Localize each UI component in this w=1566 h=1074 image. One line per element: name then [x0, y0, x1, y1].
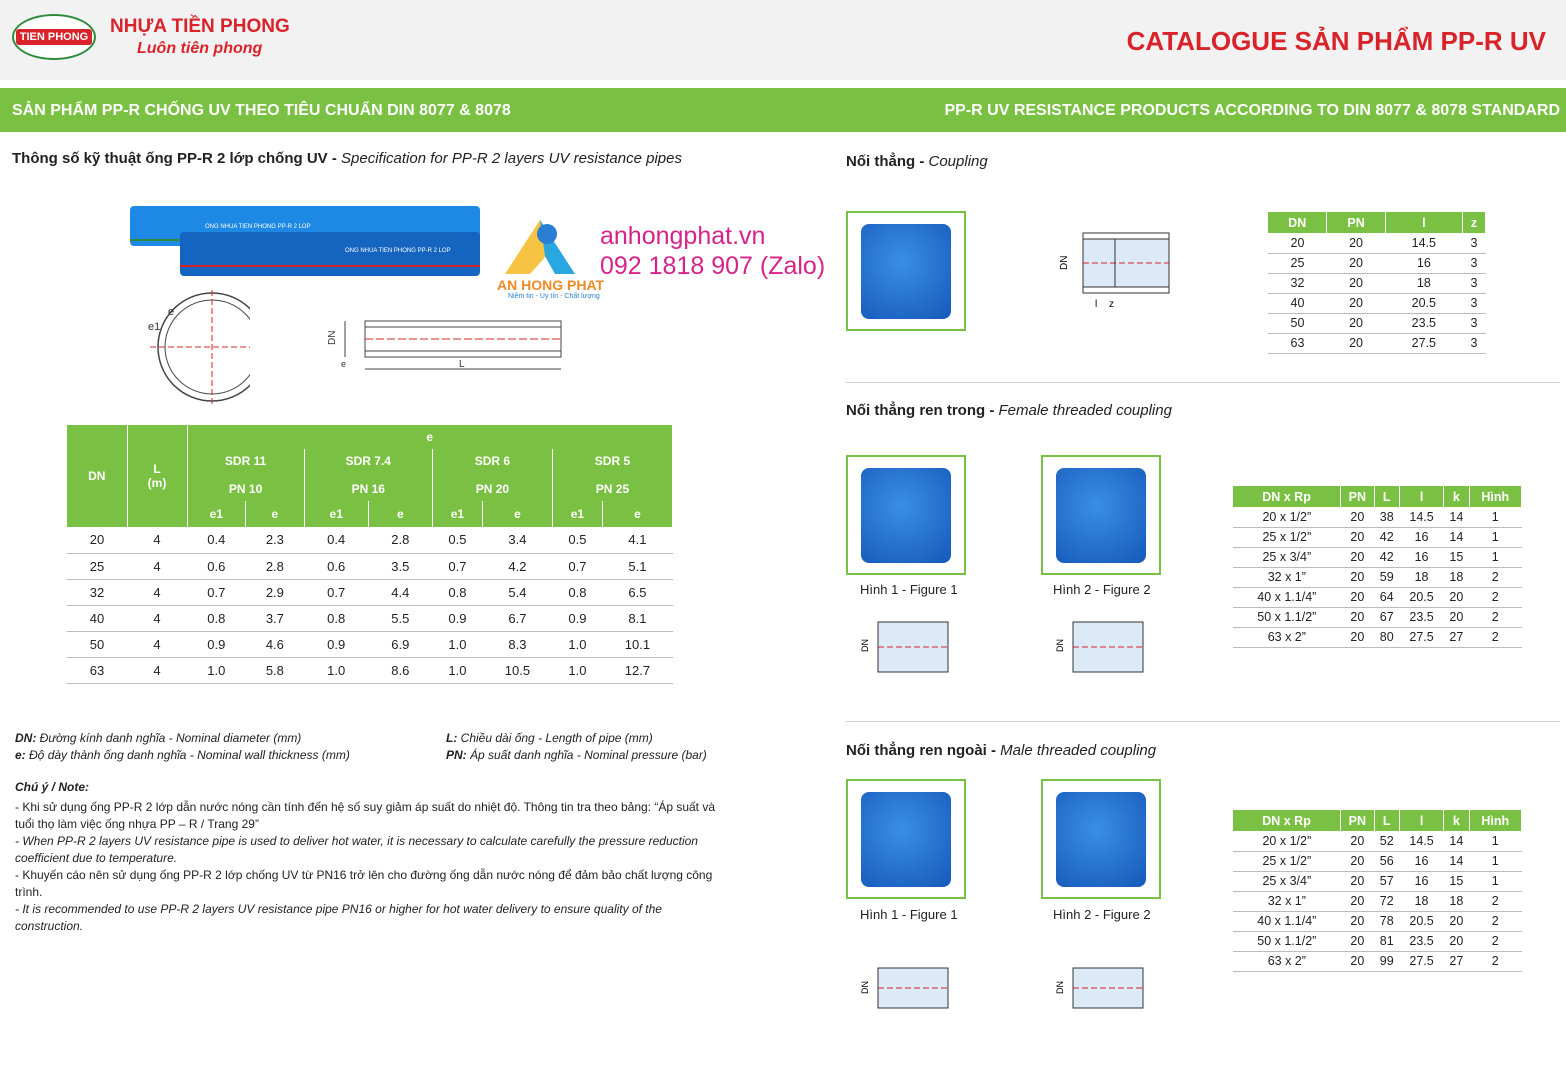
table-cell: 80	[1374, 627, 1399, 647]
table-cell: 23.5	[1399, 607, 1443, 627]
table-cell: 20	[1268, 233, 1327, 253]
table-cell: 27.5	[1399, 951, 1443, 971]
table-cell: 63 x 2”	[1233, 627, 1341, 647]
table-row	[1233, 527, 1522, 547]
table-cell: 20	[1341, 547, 1374, 567]
table-cell: 5.1	[602, 553, 672, 579]
section-band	[0, 88, 1566, 132]
table-cell: 72	[1374, 891, 1399, 911]
table-cell: 3	[1462, 233, 1485, 253]
table-cell: 81	[1374, 931, 1399, 951]
table-cell: 0.9	[304, 631, 368, 657]
coupling-photo	[846, 211, 966, 331]
table-cell: 20	[1341, 607, 1374, 627]
table-cell: 0.9	[552, 605, 602, 631]
th-group-4: SDR 5 PN 25	[552, 449, 672, 501]
th-sub: e	[602, 501, 672, 527]
table-cell: 5.5	[368, 605, 432, 631]
table-cell: 40 x 1.1/4”	[1233, 911, 1341, 931]
table-cell: 63 x 2”	[1233, 951, 1341, 971]
table-cell: 0.7	[187, 579, 246, 605]
table-cell: 6.9	[368, 631, 432, 657]
table-cell: 2	[1469, 951, 1521, 971]
male-fig2-photo	[1041, 779, 1161, 899]
table-cell: 1	[1469, 527, 1521, 547]
svg-text:l: l	[1095, 299, 1098, 310]
table-row	[1268, 253, 1486, 273]
table-cell: 20	[1444, 931, 1469, 951]
female-fig2-diagram	[1053, 612, 1153, 702]
table-cell: 56	[1374, 851, 1399, 871]
watermark-tagline: Niềm tin - Uy tín - Chất lượng	[508, 293, 600, 300]
svg-text:DN: DN	[1055, 639, 1065, 652]
female-fig2-fitting-image	[1056, 468, 1146, 563]
table-cell: 20	[1444, 607, 1469, 627]
band-title-vi: SẢN PHẨM PP-R CHỐNG UV THEO TIÊU CHUẨN DIN 8077 & 8078	[12, 102, 511, 119]
table-cell: 2	[1469, 567, 1521, 587]
table-cell: 78	[1374, 911, 1399, 931]
table-cell: 20 x 1/2”	[1233, 507, 1341, 527]
table-cell: 20	[1341, 587, 1374, 607]
table-cell: 50	[67, 631, 127, 657]
table-cell: 1	[1469, 547, 1521, 567]
female-fig1-diagram	[858, 612, 958, 702]
table-cell: 15	[1444, 547, 1469, 567]
table-cell: 0.8	[432, 579, 482, 605]
pipe-image	[120, 200, 490, 280]
table-cell: 23.5	[1399, 931, 1443, 951]
table-cell: 3	[1462, 293, 1485, 313]
table-row	[1233, 607, 1522, 627]
th-group-3: SDR 6 PN 20	[432, 449, 552, 501]
table-row	[1268, 333, 1486, 353]
table-header: L	[1374, 810, 1399, 831]
table-header: k	[1444, 486, 1469, 507]
coupling-fitting-image	[861, 224, 951, 319]
svg-text:e: e	[341, 359, 347, 369]
table-row	[67, 631, 673, 657]
table-row	[1233, 587, 1522, 607]
table-row	[1268, 233, 1486, 253]
notes-block	[15, 779, 730, 935]
band-title-en: PP-R UV RESISTANCE PRODUCTS ACCORDING TO DIN 8077 & 8078 STANDARD	[944, 102, 1560, 119]
th-e: e	[187, 425, 673, 449]
table-header: PN	[1341, 810, 1374, 831]
table-cell: 27.5	[1385, 333, 1462, 353]
note-2: - When PP-R 2 layers UV resistance pipe is used to deliver hot water, it is necessary to calculate carefully the pressure reduction coefficient due to temperature.	[15, 834, 698, 865]
svg-text:e1: e1	[148, 321, 161, 333]
table-cell: 25 x 3/4”	[1233, 547, 1341, 567]
table-cell: 20	[1444, 587, 1469, 607]
female-fig1-fitting-image	[861, 468, 951, 563]
table-row	[1233, 851, 1522, 871]
table-row	[1233, 871, 1522, 891]
table-cell: 20	[67, 527, 127, 553]
th-dn: DN	[67, 425, 127, 527]
table-cell: 20	[1327, 293, 1385, 313]
female-coupling-title: Nối thẳng ren trong - Female threaded coupling	[846, 402, 1172, 419]
svg-text:DN: DN	[1055, 981, 1065, 994]
table-row	[1233, 567, 1522, 587]
table-cell: 1.0	[304, 657, 368, 683]
table-cell: 25 x 1/2”	[1233, 851, 1341, 871]
table-row	[67, 657, 673, 683]
table-cell: 0.6	[304, 553, 368, 579]
table-cell: 20	[1341, 951, 1374, 971]
table-row	[1233, 507, 1522, 527]
svg-text:DN: DN	[1059, 255, 1070, 270]
table-row	[67, 605, 673, 631]
table-cell: 3.4	[482, 527, 552, 553]
male-coupling-table	[1233, 810, 1522, 972]
table-cell: 18	[1444, 567, 1469, 587]
table-cell: 14	[1444, 831, 1469, 851]
brand-name: NHỰA TIỀN PHONG	[110, 16, 290, 37]
table-cell: 20	[1444, 911, 1469, 931]
table-header: l	[1385, 212, 1462, 233]
female-fig2-photo	[1041, 455, 1161, 575]
th-group-2: SDR 7.4 PN 16	[304, 449, 432, 501]
table-row	[1268, 293, 1486, 313]
table-cell: 0.6	[187, 553, 246, 579]
table-cell: 64	[1374, 587, 1399, 607]
th-sub: e	[368, 501, 432, 527]
table-cell: 50 x 1.1/2”	[1233, 931, 1341, 951]
th-sub: e	[246, 501, 305, 527]
svg-text:L: L	[459, 359, 465, 370]
legend-right: L: Chiều dài ống - Length of pipe (mm) PN: Áp suất danh nghĩa - Nominal pressure (bar)	[446, 731, 707, 762]
table-cell: 99	[1374, 951, 1399, 971]
table-cell: 2.8	[246, 553, 305, 579]
table-cell: 8.6	[368, 657, 432, 683]
header-row	[1268, 212, 1486, 233]
table-cell: 10.5	[482, 657, 552, 683]
table-cell: 20 x 1/2”	[1233, 831, 1341, 851]
male-fig2-diagram	[1053, 958, 1153, 1038]
table-cell: 20.5	[1399, 587, 1443, 607]
table-header: DN x Rp	[1233, 486, 1341, 507]
table-cell: 20	[1341, 567, 1374, 587]
table-header: PN	[1341, 486, 1374, 507]
table-cell: 8.3	[482, 631, 552, 657]
table-cell: 25	[67, 553, 127, 579]
female-fig2-caption: Hình 2 - Figure 2	[1053, 582, 1151, 597]
table-cell: 14	[1444, 527, 1469, 547]
table-row	[1233, 547, 1522, 567]
male-coupling-title: Nối thẳng ren ngoài - Male threaded coupling	[846, 742, 1157, 759]
table-cell: 0.7	[432, 553, 482, 579]
table-cell: 63	[1268, 333, 1327, 353]
table-cell: 50 x 1.1/2”	[1233, 607, 1341, 627]
catalogue-title: CATALOGUE SẢN PHẨM PP-R UV	[1126, 26, 1546, 56]
table-cell: 1	[1469, 851, 1521, 871]
table-cell: 1.0	[552, 657, 602, 683]
table-cell: 1	[1469, 871, 1521, 891]
table-cell: 20	[1341, 931, 1374, 951]
table-cell: 52	[1374, 831, 1399, 851]
table-cell: 14	[1444, 507, 1469, 527]
table-row	[1233, 831, 1522, 851]
table-cell: 20	[1341, 851, 1374, 871]
table-header: Hình	[1469, 810, 1521, 831]
table-cell: 50	[1268, 313, 1327, 333]
table-cell: 2.9	[246, 579, 305, 605]
pipe-label-2: ONG NHUA TIEN PHONG PP-R 2 LOP	[345, 248, 451, 254]
table-cell: 6.7	[482, 605, 552, 631]
table-cell: 3.7	[246, 605, 305, 631]
table-cell: 4	[127, 553, 187, 579]
table-header: z	[1462, 212, 1485, 233]
table-cell: 3.5	[368, 553, 432, 579]
table-cell: 57	[1374, 871, 1399, 891]
table-cell: 32	[67, 579, 127, 605]
note-4: - It is recommended to use PP-R 2 layers UV resistance pipe PN16 or higher for hot water delivery to ensure quality of the construction.	[15, 902, 662, 933]
table-cell: 10.1	[602, 631, 672, 657]
table-cell: 32	[1268, 273, 1327, 293]
table-cell: 0.5	[432, 527, 482, 553]
table-cell: 1.0	[187, 657, 246, 683]
table-cell: 14.5	[1385, 233, 1462, 253]
table-cell: 18	[1444, 891, 1469, 911]
table-cell: 1.0	[432, 631, 482, 657]
legend-left: DN: Đường kính danh nghĩa - Nominal diameter (mm) e: Độ dày thành ống danh nghĩa - Nominal wall thickness (mm)	[15, 731, 350, 762]
table-cell: 0.4	[304, 527, 368, 553]
table-cell: 2	[1469, 931, 1521, 951]
table-cell: 16	[1399, 871, 1443, 891]
table-cell: 20	[1327, 253, 1385, 273]
table-cell: 18	[1399, 891, 1443, 911]
th-sub: e1	[187, 501, 246, 527]
table-cell: 4.2	[482, 553, 552, 579]
table-row	[1268, 273, 1486, 293]
header-row	[1233, 810, 1522, 831]
table-cell: 20.5	[1399, 911, 1443, 931]
table-cell: 4	[127, 631, 187, 657]
table-cell: 18	[1399, 567, 1443, 587]
table-cell: 40	[1268, 293, 1327, 313]
table-cell: 40 x 1.1/4”	[1233, 587, 1341, 607]
table-cell: 20	[1341, 891, 1374, 911]
table-header: k	[1444, 810, 1469, 831]
table-row	[67, 527, 673, 553]
svg-text:DN: DN	[327, 330, 338, 345]
table-cell: 1	[1469, 507, 1521, 527]
svg-text:e: e	[168, 306, 175, 318]
spec-body	[67, 527, 673, 683]
table-cell: 67	[1374, 607, 1399, 627]
coupling-title: Nối thẳng - Coupling	[846, 153, 988, 170]
table-cell: 3	[1462, 313, 1485, 333]
table-cell: 20	[1341, 507, 1374, 527]
table-cell: 4	[127, 579, 187, 605]
table-cell: 0.9	[432, 605, 482, 631]
table-cell: 4	[127, 605, 187, 631]
table-cell: 0.8	[187, 605, 246, 631]
separator-2	[846, 721, 1560, 722]
male-fig1-fitting-image	[861, 792, 951, 887]
table-cell: 20.5	[1385, 293, 1462, 313]
table-header: L	[1374, 486, 1399, 507]
table-cell: 32 x 1”	[1233, 567, 1341, 587]
table-cell: 0.4	[187, 527, 246, 553]
table-header: l	[1399, 486, 1443, 507]
table-cell: 63	[67, 657, 127, 683]
th-sub: e1	[552, 501, 602, 527]
table-row	[1268, 313, 1486, 333]
table-cell: 2	[1469, 587, 1521, 607]
table-cell: 4	[127, 657, 187, 683]
table-cell: 40	[67, 605, 127, 631]
table-cell: 0.5	[552, 527, 602, 553]
table-cell: 27	[1444, 951, 1469, 971]
table-cell: 4.4	[368, 579, 432, 605]
an-hong-phat-logo	[495, 212, 595, 282]
table-header: DN x Rp	[1233, 810, 1341, 831]
table-cell: 16	[1399, 851, 1443, 871]
table-cell: 59	[1374, 567, 1399, 587]
table-cell: 6.5	[602, 579, 672, 605]
male-fig2-caption: Hình 2 - Figure 2	[1053, 907, 1151, 922]
table-cell: 1	[1469, 831, 1521, 851]
table-cell: 16	[1385, 253, 1462, 273]
table-cell: 5.8	[246, 657, 305, 683]
tien-phong-logo	[12, 14, 96, 60]
svg-text:DN: DN	[860, 981, 870, 994]
pipe-length-diagram	[325, 315, 570, 380]
table-cell: 0.8	[552, 579, 602, 605]
table-cell: 25 x 1/2”	[1233, 527, 1341, 547]
table-cell: 8.1	[602, 605, 672, 631]
table-cell: 16	[1399, 527, 1443, 547]
table-cell: 3	[1462, 333, 1485, 353]
male-fig1-caption: Hình 1 - Figure 1	[860, 907, 958, 922]
table-row	[67, 579, 673, 605]
table-cell: 0.7	[552, 553, 602, 579]
watermark-brand: AN HONG PHAT	[497, 277, 605, 293]
table-cell: 0.9	[187, 631, 246, 657]
table-cell: 2	[1469, 607, 1521, 627]
pipe-spec-table	[67, 425, 673, 684]
table-cell: 1.0	[432, 657, 482, 683]
table-cell: 5.4	[482, 579, 552, 605]
table-cell: 16	[1399, 547, 1443, 567]
table-cell: 4.1	[602, 527, 672, 553]
table-cell: 14.5	[1399, 507, 1443, 527]
male-fig1-diagram	[858, 958, 958, 1038]
svg-text:DN: DN	[860, 639, 870, 652]
logo-text: TIEN PHONG	[16, 29, 92, 45]
table-cell: 0.8	[304, 605, 368, 631]
pipe-label-1: ONG NHUA TIEN PHONG PP-R 2 LOP	[205, 224, 311, 230]
table-cell: 25 x 3/4”	[1233, 871, 1341, 891]
coupling-diagram	[1055, 225, 1175, 315]
female-fig1-photo	[846, 455, 966, 575]
note-1: - Khi sử dụng ống PP-R 2 lớp dẫn nước nóng cần tính đến hệ số suy giảm áp suất do nhiệt độ. Thông tin tra theo bảng: “Áp suất và tuổi thọ làm việc ống nhựa PP – R / Trang 29”	[15, 800, 716, 831]
th-sub: e1	[304, 501, 368, 527]
table-cell: 18	[1385, 273, 1462, 293]
table-cell: 4.6	[246, 631, 305, 657]
male-fig2-fitting-image	[1056, 792, 1146, 887]
female-coupling-table	[1233, 486, 1522, 648]
table-cell: 12.7	[602, 657, 672, 683]
separator-1	[846, 382, 1560, 383]
table-cell: 2.8	[368, 527, 432, 553]
table-cell: 15	[1444, 871, 1469, 891]
table-cell: 38	[1374, 507, 1399, 527]
th-l: L (m)	[127, 425, 187, 527]
table-cell: 14	[1444, 851, 1469, 871]
table-cell: 0.7	[304, 579, 368, 605]
table-row	[1233, 627, 1522, 647]
table-cell: 2	[1469, 627, 1521, 647]
table-cell: 27.5	[1399, 627, 1443, 647]
table-cell: 20	[1341, 831, 1374, 851]
table-header: DN	[1268, 212, 1327, 233]
male-fig1-photo	[846, 779, 966, 899]
table-cell: 20	[1327, 273, 1385, 293]
header-row	[1233, 486, 1522, 507]
coupling-table	[1268, 212, 1486, 354]
table-cell: 20	[1341, 527, 1374, 547]
table-row	[67, 553, 673, 579]
table-cell: 3	[1462, 273, 1485, 293]
th-sub: e1	[432, 501, 482, 527]
table-cell: 2	[1469, 911, 1521, 931]
female-fig1-caption: Hình 1 - Figure 1	[860, 582, 958, 597]
table-cell: 20	[1327, 313, 1385, 333]
table-header: l	[1399, 810, 1443, 831]
pipe-cross-section-diagram	[140, 290, 250, 405]
table-row	[1233, 931, 1522, 951]
table-cell: 4	[127, 527, 187, 553]
table-cell: 42	[1374, 547, 1399, 567]
th-sub: e	[482, 501, 552, 527]
table-cell: 1.0	[552, 631, 602, 657]
watermark-phone: 092 1818 907 (Zalo)	[600, 252, 826, 280]
th-group-1: SDR 11 PN 10	[187, 449, 304, 501]
table-cell: 32 x 1”	[1233, 891, 1341, 911]
svg-text:z: z	[1109, 299, 1114, 310]
table-cell: 20	[1327, 233, 1385, 253]
brand-slogan: Luôn tiên phong	[137, 40, 263, 57]
note-3: - Khuyến cáo nên sử dụng ống PP-R 2 lớp chống UV từ PN16 trở lên cho đường ống dẫn nước nóng để đảm bảo chất lượng công trình.	[15, 868, 713, 899]
table-cell: 25	[1268, 253, 1327, 273]
table-header: PN	[1327, 212, 1385, 233]
watermark-site: anhongphat.vn	[600, 222, 766, 250]
table-row	[1233, 891, 1522, 911]
table-cell: 20	[1341, 871, 1374, 891]
table-cell: 20	[1341, 911, 1374, 931]
table-cell: 42	[1374, 527, 1399, 547]
table-row	[1233, 911, 1522, 931]
table-cell: 2	[1469, 891, 1521, 911]
table-cell: 20	[1327, 333, 1385, 353]
table-header: Hình	[1469, 486, 1521, 507]
table-cell: 14.5	[1399, 831, 1443, 851]
table-cell: 2.3	[246, 527, 305, 553]
notes-title: Chú ý / Note:	[15, 780, 89, 794]
table-cell: 20	[1341, 627, 1374, 647]
table-cell: 23.5	[1385, 313, 1462, 333]
pipe-section-title: Thông số kỹ thuật ống PP-R 2 lớp chống UV - Specification for PP-R 2 layers UV resistance pipes	[12, 150, 682, 167]
table-cell: 3	[1462, 253, 1485, 273]
table-cell: 27	[1444, 627, 1469, 647]
table-row	[1233, 951, 1522, 971]
